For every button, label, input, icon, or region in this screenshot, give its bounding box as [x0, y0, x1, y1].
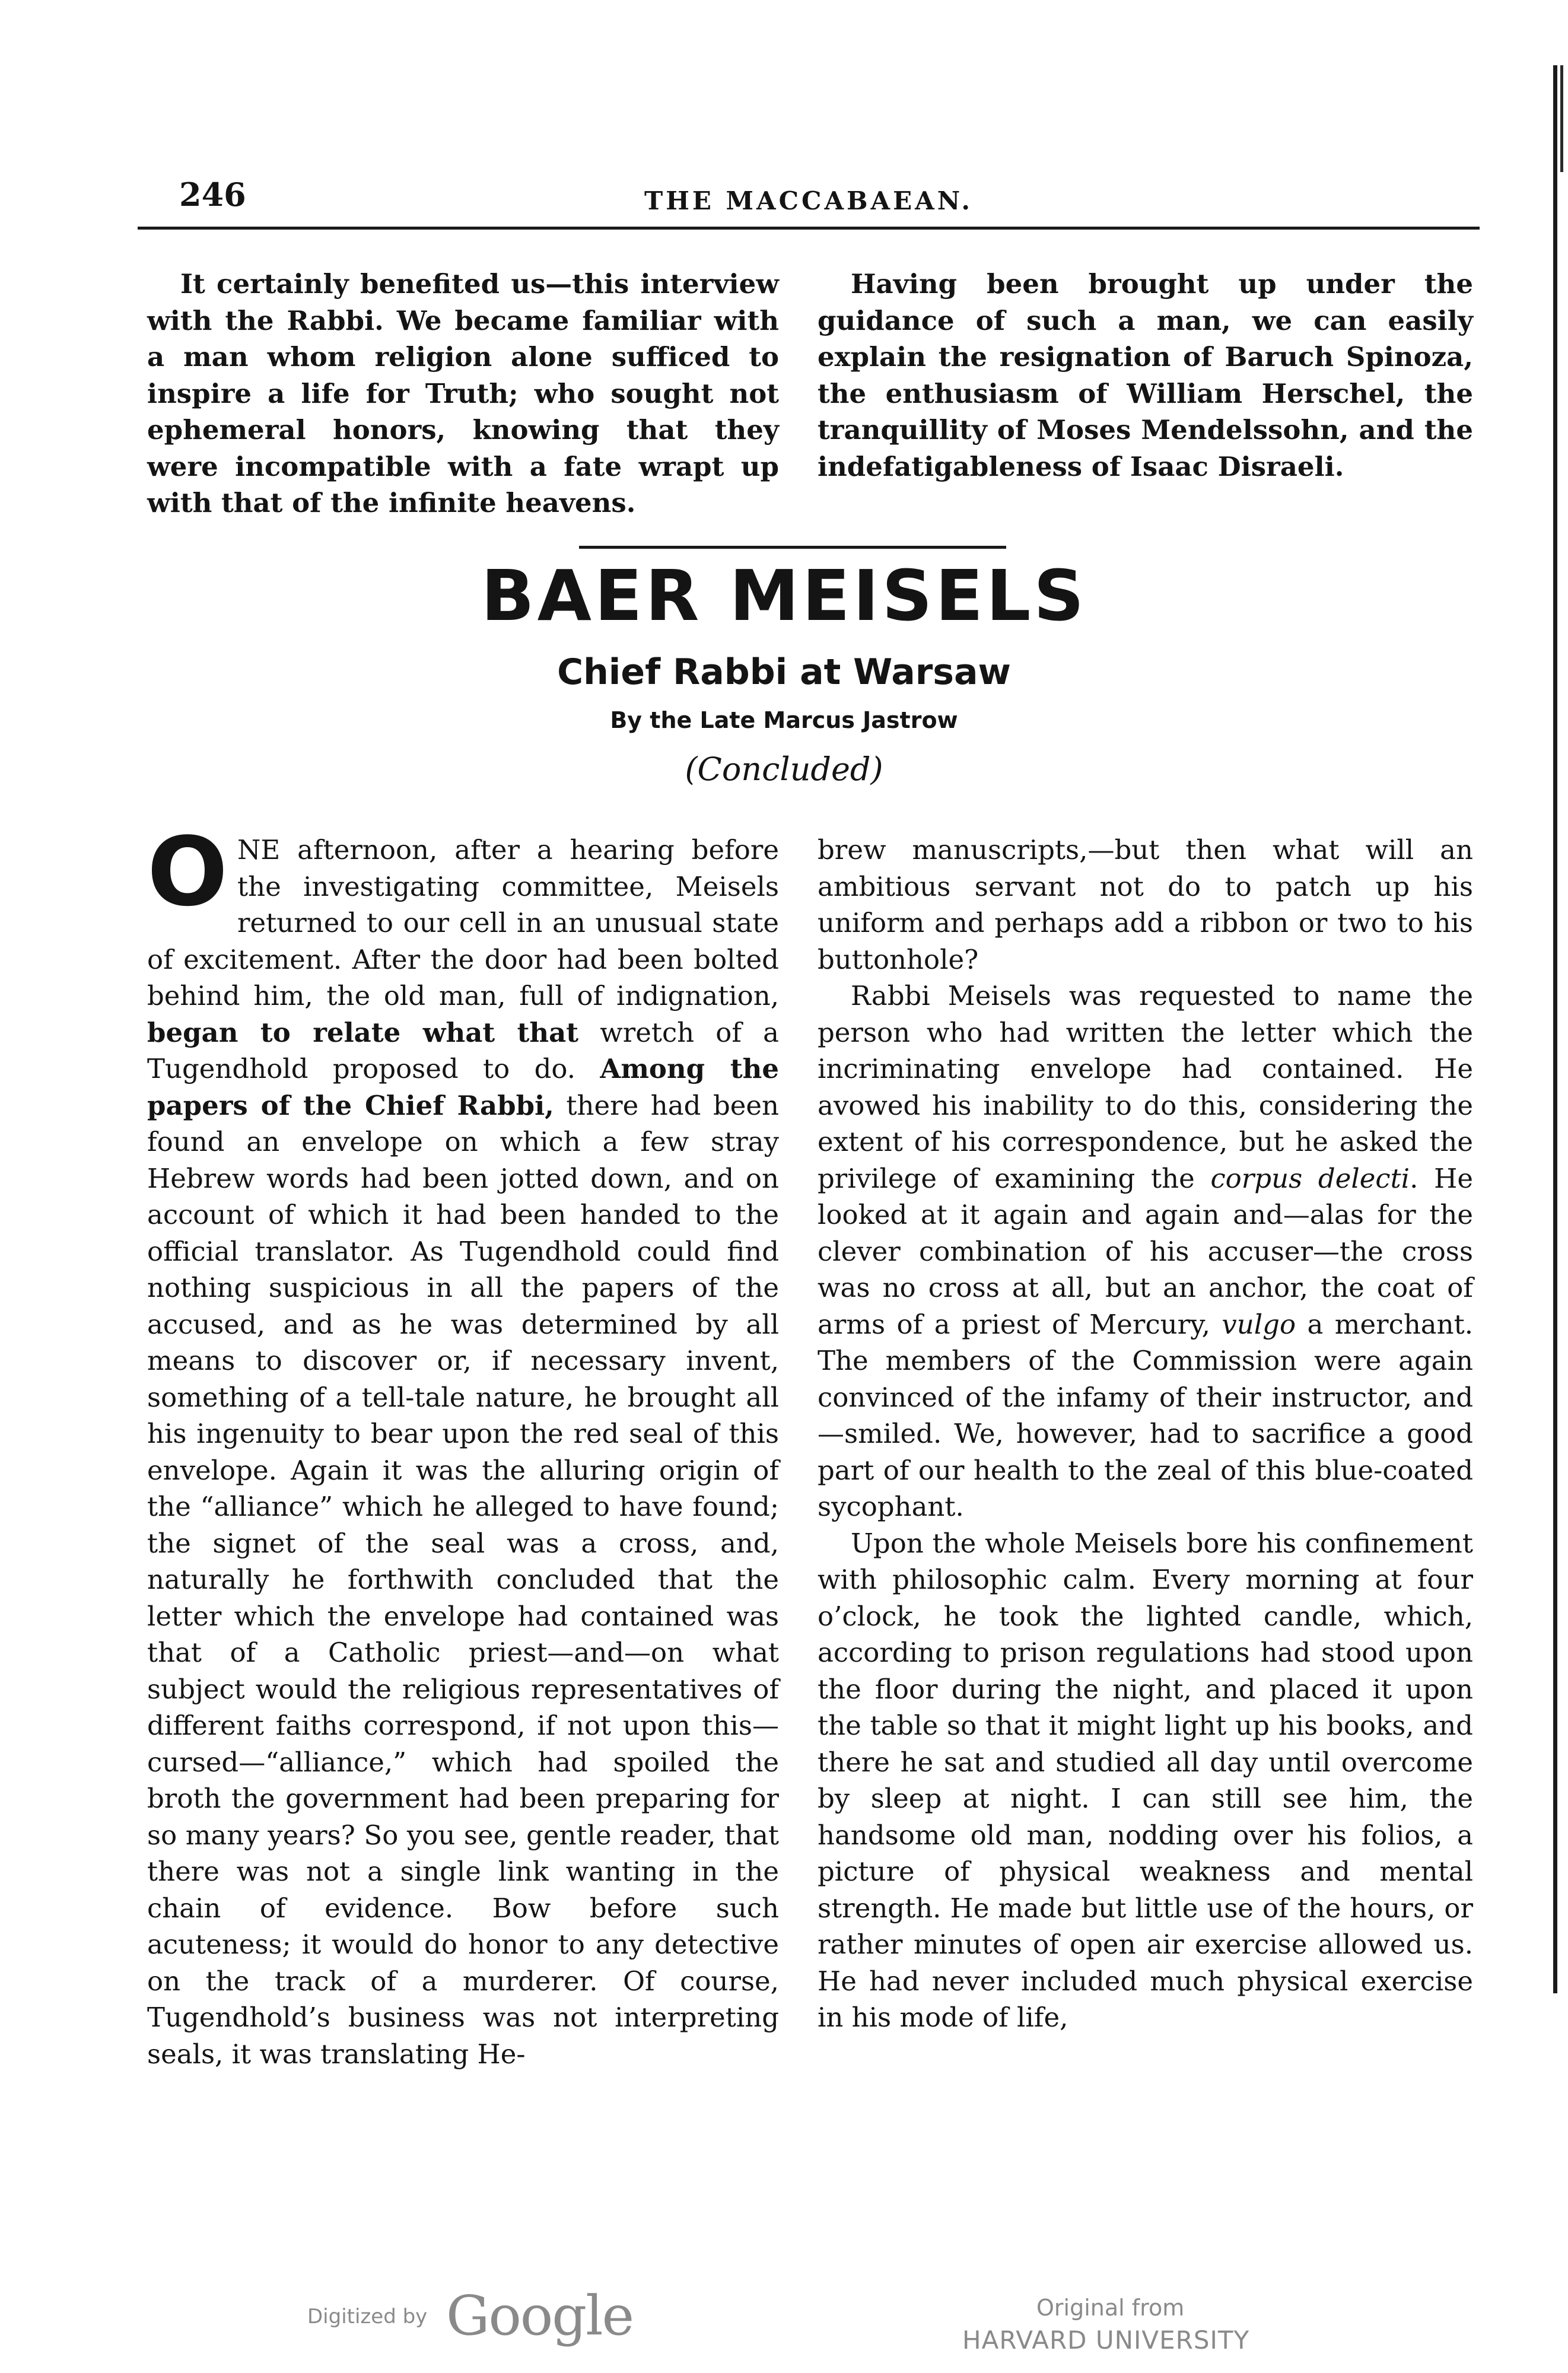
- opening-emphasis-2: Among the papers of the Chief Rabbi,: [147, 1053, 779, 1121]
- preceding-paragraph-left: It certainly benefited us—this interview with the Rabbi. We became familiar with a man whom religion alone sufficed to inspire a life for Truth; who sought not ephemeral honors, knowing that they were incompatible with a fate wrapt up with that of the infinite heavens.: [147, 268, 779, 519]
- institution-name: HARVARD UNIVERSITY: [962, 2326, 1250, 2355]
- original-from-label: Original from: [1036, 2295, 1185, 2321]
- preceding-paragraph-right: Having been brought up under the guidance of such a man, we can easily explain the resignation of Baruch Spinoza, the enthusiasm of William Herschel, the tranquillity of Moses Mendelssohn, and the indefatigableness of Isaac Disraeli.: [818, 268, 1473, 482]
- article-paragraph-continued: brew manuscripts,—but then what will an ambitious servant not do to patch up his uniform and perhaps add a ribbon or two to his buttonhole?: [818, 834, 1473, 975]
- running-head: [138, 172, 1480, 230]
- google-logo: Google: [446, 2284, 634, 2347]
- article-paragraph-opening: [147, 816, 779, 2072]
- article-paragraph-confinement: Upon the whole Meisels bore his confinement with philosophic calm. Every morning at four o’clock, he took the lighted candle, which, according to prison regulations had stood upon the floor during the night, and placed it upon the table so that it might light up his books, and there he sat and studied all day until overcome by sleep at night. I can still see him, the handsome old man, nodding over his folios, a picture of physical weakness and mental strength. He made but little use of the hours, or rather minutes of open air exercise allowed us. He had never included much physical exercise in his mode of life,: [818, 1527, 1473, 2033]
- article-paragraph-corpus-delecti: [818, 978, 1473, 1525]
- article-subtitle: Chief Rabbi at Warsaw: [557, 651, 1011, 693]
- page-number: 246: [179, 176, 246, 214]
- digitized-by-label: Digitized by: [307, 2305, 428, 2329]
- journal-title: THE MACCABAEAN.: [644, 186, 974, 215]
- preceding-article-right-column: [818, 266, 1473, 485]
- title-rule: [579, 546, 1006, 549]
- italic-corpus-delecti: corpus delecti: [1210, 1162, 1410, 1194]
- opening-text-2: wretch of a Tugendhold proposed to do.: [147, 1016, 779, 1084]
- preceding-article-left-column: [147, 266, 779, 521]
- paragraph-text-a: Rabbi Meisels was requested to name the person who had written the letter which the incriminating envelope had contained. He avowed his inability to do this, considering the extent of his correspondence, but he asked the privilege of examining the: [818, 980, 1473, 1194]
- lead-caps: NE: [237, 834, 281, 866]
- scan-page-edge-top: [1560, 65, 1563, 172]
- italic-vulgo: vulgo: [1222, 1308, 1296, 1340]
- article-body-right-column: [818, 832, 1473, 2036]
- opening-text-1: afternoon, after a hearing before the investigating committee, Meisels returned to our cell in an unusual state of excitement. After the door had been bolted behind him, the old man, full of indignation,: [147, 834, 779, 1011]
- article-body-left-column: [147, 816, 779, 2072]
- paragraph-text-b: . He looked at it again and again and—alas for the clever combination of his accuser—the cross was no cross at all, but an anchor, the coat of arms of a priest of Mercury,: [818, 1162, 1473, 1340]
- opening-text-3: there had been found an envelope on which a few stray Hebrew words had been jotted down, and on account of which it had been handed to the official translator. As Tugendhold could find nothing suspicious in all the papers of the accused, and as he was determined by all means to discover or, if necessary invent, something of a tell-tale nature, he brought all his ingenuity to bear upon the red seal of this envelope. Again it was the alluring origin of the “alliance” which he alleged to have found; the signet of the seal was a cross, and, naturally he forthwith concluded that the letter which the envelope had contained was that of a Catholic priest—and—on what subject would the religious representatives of different faiths correspond, if not upon this—cursed—“alliance,” which had spoiled the broth the government had been preparing for so many years? So you see, gentle reader, that there was not a single link wanting in the chain of evidence. Bow before such acuteness; it would do honor to any detective on the track of a murderer. Of course, Tugendhold’s business was not interpreting seals, it was translating He-: [147, 1089, 779, 2070]
- article-status: (Concluded): [685, 750, 883, 788]
- opening-emphasis-1: began to relate what that: [147, 1016, 579, 1048]
- article-byline: By the Late Marcus Jastrow: [610, 707, 958, 733]
- article-title: BAER MEISELS: [481, 555, 1087, 637]
- scan-page-edge: [1553, 65, 1557, 1993]
- drop-cap: O: [147, 816, 228, 927]
- paragraph-text-c: a merchant. The members of the Commission were again convinced of the infamy of their instructor, and—smiled. We, however, had to sacrifice a good part of our health to the zeal of this blue-coated sycophant.: [818, 1308, 1473, 1522]
